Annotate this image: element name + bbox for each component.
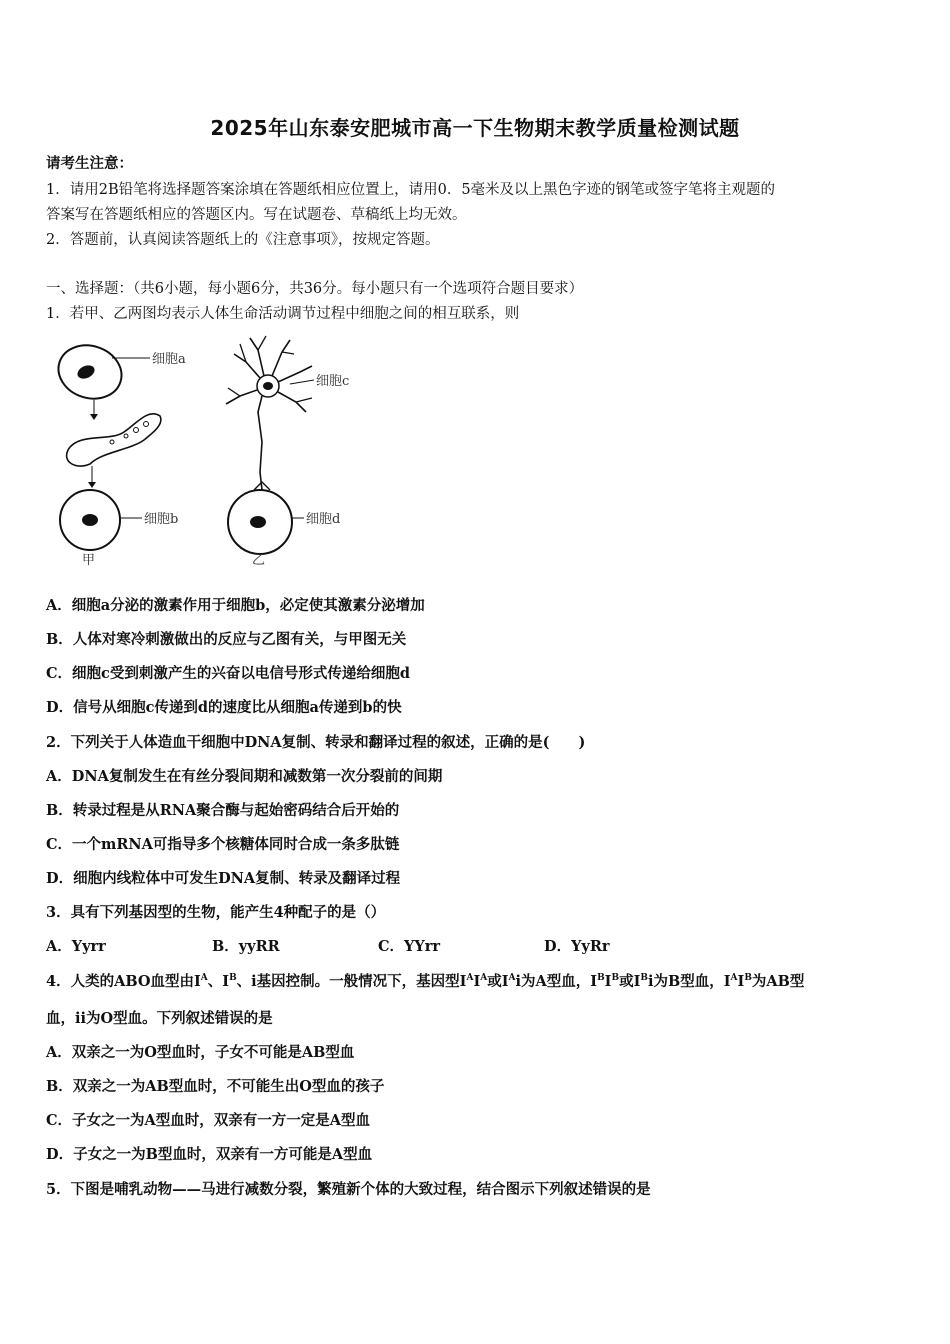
page-title: 2025年山东泰安肥城市高一下生物期末教学质量检测试题 bbox=[210, 116, 740, 140]
cell-c-label: 细胞c bbox=[316, 374, 350, 389]
q3-option-a: A．Yyrr bbox=[46, 938, 106, 955]
q3-option-b: B．yyRR bbox=[212, 938, 280, 955]
q2-stem: 2．下列关于人体造血干细胞中DNA复制、转录和翻译过程的叙述，正确的是( ) bbox=[46, 734, 586, 751]
blood-vessel-diagram bbox=[67, 414, 161, 466]
notice-line-3: 2．答题前，认真阅读答题纸上的《注意事项》，按规定答题。 bbox=[46, 232, 440, 248]
q2-option-d: D．细胞内线粒体中可发生DNA复制、转录及翻译过程 bbox=[46, 870, 401, 887]
cell-d-diagram bbox=[228, 490, 340, 554]
q3-option-d: D．YyRr bbox=[544, 938, 610, 955]
q4-option-c: C．子女之一为A型血时，双亲有一方一定是A型血 bbox=[46, 1112, 371, 1129]
notice-line-1: 1．请用2B铅笔将选择题答案涂填在答题纸相应位置上，请用0．5毫米及以上黑色字迹的钢笔或签字笔将主观题的 bbox=[46, 182, 776, 198]
notice-heading: 请考生注意： bbox=[46, 155, 133, 172]
q5-stem: 5．下图是哺乳动物——马进行减数分裂，繁殖新个体的大致过程，结合图示下列叙述错误的是 bbox=[46, 1181, 651, 1198]
q4-option-d: D．子女之一为B型血时，双亲有一方可能是A型血 bbox=[46, 1146, 373, 1163]
neuron-diagram bbox=[226, 336, 349, 490]
q1-stem: 1．若甲、乙两图均表示人体生命活动调节过程中细胞之间的相互联系，则 bbox=[46, 306, 520, 322]
q3-stem: 3．具有下列基因型的生物，能产生4种配子的是（） bbox=[46, 904, 386, 921]
notice-line-2: 答案写在答题纸相应的答题区内。写在试题卷、草稿纸上均无效。 bbox=[46, 207, 467, 223]
q3-options bbox=[46, 935, 710, 956]
q2-option-c: C．一个mRNA可指导多个核糖体同时合成一条多肽链 bbox=[46, 836, 400, 853]
q4-stem: 4．人类的ABO血型由$I^A$、$I^B$、i基因控制。一般情况下，基因型$I^AI^A$或$I^Ai$为A型血，$I^BI^B$或$I^Bi$为B型血，$I^AI^B$为AB型 bbox=[46, 973, 805, 990]
cell-d-label: 细胞d bbox=[306, 512, 341, 527]
q1-figure bbox=[50, 332, 370, 572]
q1-option-b: B．人体对寒冷刺激做出的反应与乙图有关，与甲图无关 bbox=[46, 631, 407, 648]
q4-option-b: B．双亲之一为AB型血时，不可能生出O型血的孩子 bbox=[46, 1078, 385, 1095]
section-heading: 一、选择题：（共6小题，每小题6分，共36分。每小题只有一个选项符合题目要求） bbox=[46, 281, 584, 297]
q1-option-c: C．细胞c受到刺激产生的兴奋以电信号形式传递给细胞d bbox=[46, 665, 411, 682]
cell-b-label: 细胞b bbox=[144, 512, 179, 527]
q1-option-d: D．信号从细胞c传递到d的速度比从细胞a传递到b的快 bbox=[46, 699, 402, 716]
figure-label-yi: 乙 bbox=[252, 553, 266, 568]
figure-label-jia: 甲 bbox=[82, 553, 96, 568]
cell-a-label: 细胞a bbox=[152, 352, 186, 367]
q4-stem-line-2: 血，ii为O型血。下列叙述错误的是 bbox=[46, 1010, 273, 1027]
q2-option-b: B．转录过程是从RNA聚合酶与起始密码结合后开始的 bbox=[46, 802, 400, 819]
q1-option-a: A．细胞a分泌的激素作用于细胞b，必定使其激素分泌增加 bbox=[46, 597, 425, 614]
q2-option-a: A．DNA复制发生在有丝分裂间期和减数第一次分裂前的间期 bbox=[46, 768, 443, 785]
q3-option-c: C．YYrr bbox=[378, 938, 441, 955]
cell-a-diagram bbox=[52, 337, 186, 406]
q4-option-a: A．双亲之一为O型血时，子女不可能是AB型血 bbox=[46, 1044, 355, 1061]
cell-b-diagram bbox=[60, 490, 178, 550]
